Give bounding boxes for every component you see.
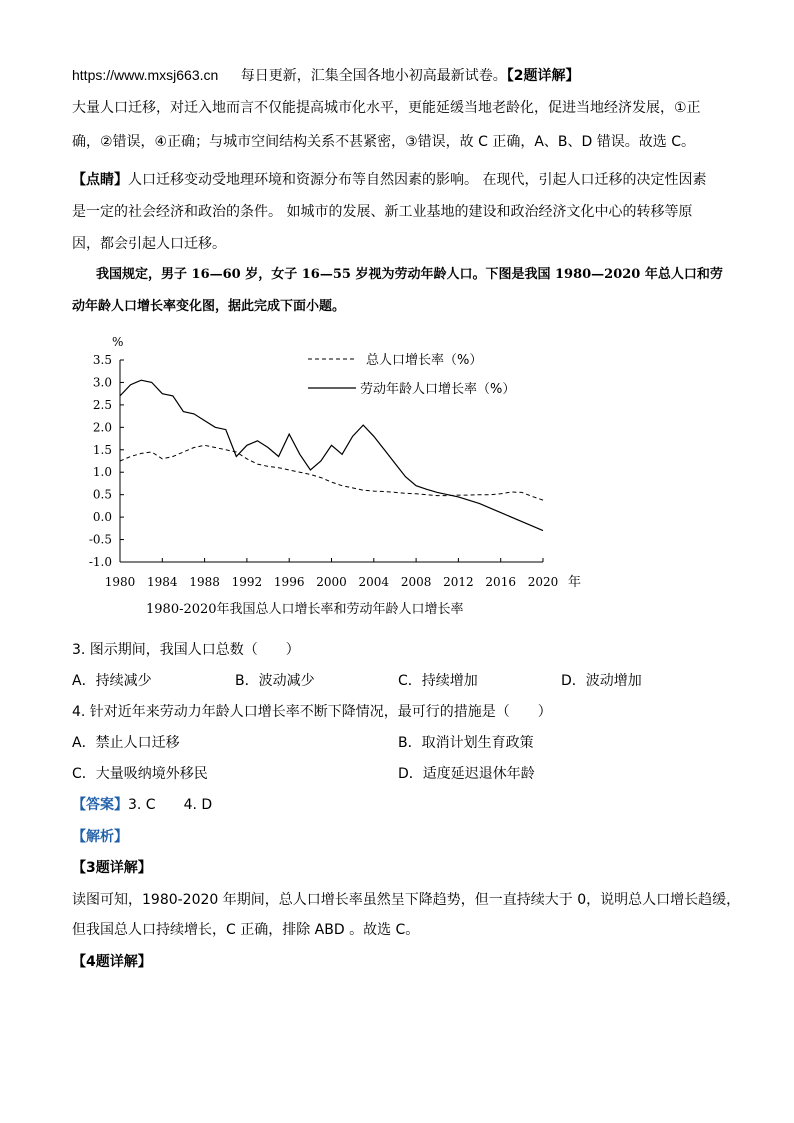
y-tick-label: -1.0 [88,555,112,569]
legend-labor-label: 劳动年龄人口增长率（%） [360,382,516,397]
q4-stem: 4. 针对近年来劳动力年龄人口增长率不断下降情况，最可行的措施是（ ） [72,704,552,720]
comment-line-1 [72,170,706,190]
x-axis-unit: 年 [568,575,582,590]
y-tick-label: 0.5 [92,487,112,502]
q3-detail-line-2: 但我国总人口持续增长，C 正确，排除 ABD 。故选 C。 [72,922,420,938]
y-tick-label: 2.0 [92,420,112,435]
intro-line-1: 我国规定，男子 16—60 岁，女子 16—55 岁视为劳动年龄人口。下图是我国 1980—2020 年总人口和劳 [96,267,723,282]
legend-total-label: 总人口增长率（%） [366,353,483,368]
header-line [72,65,579,86]
y-tick-label: 1.0 [92,465,112,480]
x-tick-label: 2004 [358,575,390,589]
comment-line-2: 是一定的社会经济和政治的条件。 如城市的发展、新工业基地的建设和政治经济文化中心的转移等原 [72,204,693,220]
y-tick-label: 2.5 [92,397,112,412]
q2-detail-line-2: 确，②错误，④正确；与城市空间结构关系不甚紧密，③错误，故 C 正确，A、B、D 错误。故选 C。 [72,134,695,150]
answer-tag: 【答案】 [72,797,128,813]
answer-line [72,795,212,815]
y-tick-label: -0.5 [88,532,112,547]
y-tick-label: 3.5 [92,353,112,367]
x-tick-label: 2000 [316,575,347,589]
q4-option-d[interactable]: D．适度延迟退休年龄 [398,766,535,782]
intro-line-2: 动年龄人口增长率变化图，据此完成下面小题。 [72,299,346,314]
y-tick-label: 0.0 [92,510,112,525]
x-tick-label: 2008 [400,575,432,589]
q3-option-b[interactable]: B．波动减少 [235,673,315,689]
comment-text-1: 人口迁移变动受地理环境和资源分布等自然因素的影响。 在现代，引起人口迁移的决定性因素 [128,172,707,188]
source-url[interactable]: https://www.mxsj663.cn [72,67,219,83]
population-growth-chart [0,330,794,620]
q3-option-c[interactable]: C．持续增加 [398,673,478,689]
y-tick-label: 1.5 [92,442,112,457]
q4-detail-tag: 【4题详解】 [72,954,152,970]
y-axis-unit: % [112,335,124,349]
q2-detail-tag: 【2题详解】 [506,68,580,84]
series-total-growth-line [120,445,543,500]
source-slogan: 每日更新，汇集全国各地小初高最新试卷。 [240,68,507,84]
answer-text: 3. C 4. D [128,797,213,813]
analysis-tag: 【解析】 [72,829,128,845]
q3-stem: 3. 图示期间，我国人口总数（ ） [72,642,300,658]
x-tick-label: 1996 [273,575,305,589]
comment-tag: 【点睛】 [72,172,128,188]
analysis-line [72,827,128,847]
y-tick-label: 3.0 [92,375,112,390]
x-tick-label: 2016 [485,575,516,589]
x-tick-label: 1988 [189,575,220,589]
x-tick-label: 2020 [527,575,559,589]
x-tick-label: 1992 [231,575,263,589]
series-labor-growth-line [120,380,543,530]
q3-detail-tag: 【3题详解】 [72,860,152,876]
chart-title: 1980-2020年我国总人口增长率和劳动年龄人口增长率 [146,602,464,617]
q4-option-c[interactable]: C．大量吸纳境外移民 [72,766,208,782]
q4-option-a[interactable]: A．禁止人口迁移 [72,735,180,751]
x-tick-label: 1980 [104,575,136,589]
q3-detail-line-1: 读图可知，1980-2020 年期间，总人口增长率虽然呈下降趋势，但一直持续大于 0，说明总人口增长趋缓， [72,892,741,908]
comment-line-3: 因，都会引起人口迁移。 [72,236,226,252]
x-tick-label: 2012 [443,575,474,589]
q3-option-a[interactable]: A．持续减少 [72,673,152,689]
q3-option-d[interactable]: D．波动增加 [561,673,642,689]
x-tick-label: 1984 [147,575,178,589]
q2-detail-line-1: 大量人口迁移，对迁入地而言不仅能提高城市化水平，更能延缓当地老龄化，促进当地经济发展，①正 [72,100,701,116]
q4-option-b[interactable]: B．取消计划生育政策 [398,735,534,751]
